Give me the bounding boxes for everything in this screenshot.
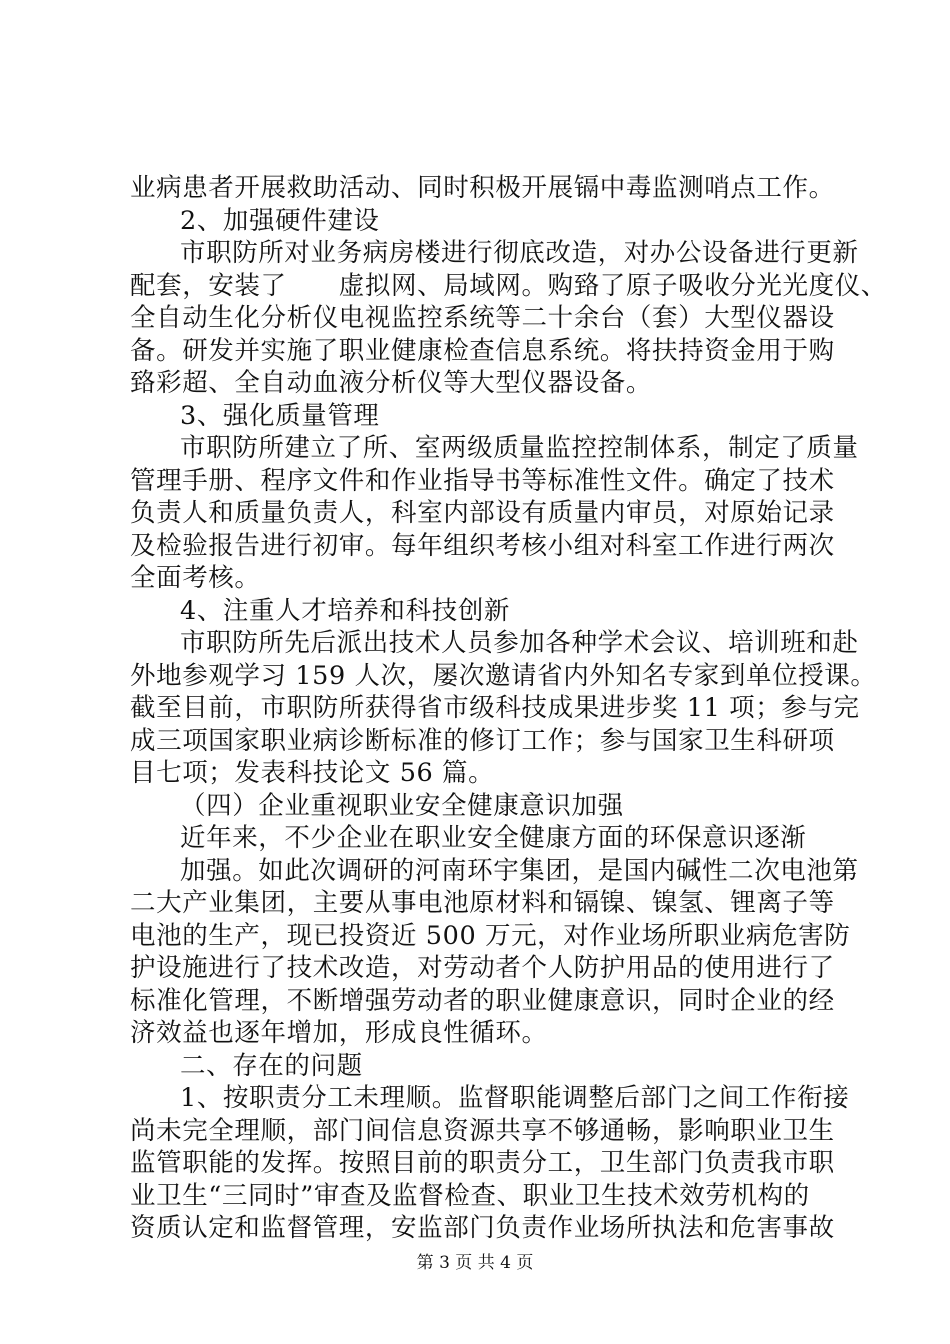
text-line: 全自动生化分析仪电视监控系统等二十余台（套）大型仪器设 <box>130 303 835 333</box>
text-line: 管理手册、程序文件和作业指导书等标准性文件。确定了技术 <box>130 465 835 496</box>
text-line: 尚未完全理顺，部门间信息资源共享不够通畅，影响职业卫生 <box>130 1115 835 1146</box>
text-line: 加强。如此次调研的河南环宇集团，是国内碱性二次电池第 <box>180 855 859 886</box>
text-line: 电池的生产，现已投资近 500 万元，对作业场所职业病危害防 <box>130 920 851 951</box>
text-line: 资质认定和监督管理，安监部门负责作业场所执法和危害事故 <box>130 1213 835 1243</box>
text-line: 近年来，不少企业在职业安全健康方面的环保意识逐渐 <box>180 823 807 853</box>
text-line: （四）企业重视职业安全健康意识加强 <box>180 790 624 821</box>
text-line: 及检验报告进行初审。每年组织考核小组对科室工作进行两次 <box>130 530 835 561</box>
text-line: 护设施进行了技术改造，对劳动者个人防护用品的使用进行了 <box>130 953 835 983</box>
text-line: 备。研发并实施了职业健康检查信息系统。将扶持资金用于购 <box>130 335 835 366</box>
text-line: 2、加强硬件建设 <box>180 205 380 236</box>
text-line: 济效益也逐年增加，形成良性循环。 <box>130 1018 548 1048</box>
page-footer: 第 3 页 共 4 页 <box>416 1253 534 1273</box>
text-line: 目七项；发表科技论文 56 篇。 <box>130 758 495 788</box>
text-line: 二、存在的问题 <box>180 1050 363 1081</box>
text-line: 业病患者开展救助活动、同时积极开展镉中毒监测哨点工作。 <box>130 173 835 203</box>
text-line: 成三项国家职业病诊断标准的修订工作；参与国家卫生科研项 <box>130 725 835 756</box>
text-line: 市职防所建立了所、室两级质量监控控制体系，制定了质量 <box>180 433 859 463</box>
text-line: 市职防所对业务病房楼进行彻底改造，对办公设备进行更新 <box>180 238 859 268</box>
text-line: 标准化管理，不断增强劳动者的职业健康意识，同时企业的经 <box>130 985 835 1016</box>
document-body <box>130 172 887 1245</box>
text-line: 4、注重人才培养和科技创新 <box>180 595 511 626</box>
text-line: 1、按职责分工未理顺。监督职能调整后部门之间工作衔接 <box>180 1083 850 1113</box>
text-line: 二大产业集团，主要从事电池原材料和镉镍、镍氢、锂离子等 <box>130 888 835 918</box>
text-line: 配套，安装了 虚拟网、局域网。购臵了原子吸收分光光度仪、 <box>130 270 887 301</box>
text-line: 3、强化质量管理 <box>180 400 380 431</box>
text-line: 外地参观学习 159 人次，屡次邀请省内外知名专家到单位授课。 <box>130 660 877 691</box>
text-line: 市职防所先后派出技术人员参加各种学术会议、培训班和赴 <box>180 628 859 658</box>
text-line: 全面考核。 <box>130 563 261 593</box>
text-line: 截至目前，市职防所获得省市级科技成果进步奖 11 项；参与完 <box>130 693 860 723</box>
text-line: 业卫生“三同时”审查及监督检查、职业卫生技术效劳机构的 <box>130 1180 810 1211</box>
text-line: 负责人和质量负责人，科室内部设有质量内审员，对原始记录 <box>130 498 835 528</box>
text-line: 监管职能的发挥。按照目前的职责分工，卫生部门负责我市职 <box>130 1148 835 1178</box>
text-line: 臵彩超、全自动血液分析仪等大型仪器设备。 <box>130 368 653 398</box>
